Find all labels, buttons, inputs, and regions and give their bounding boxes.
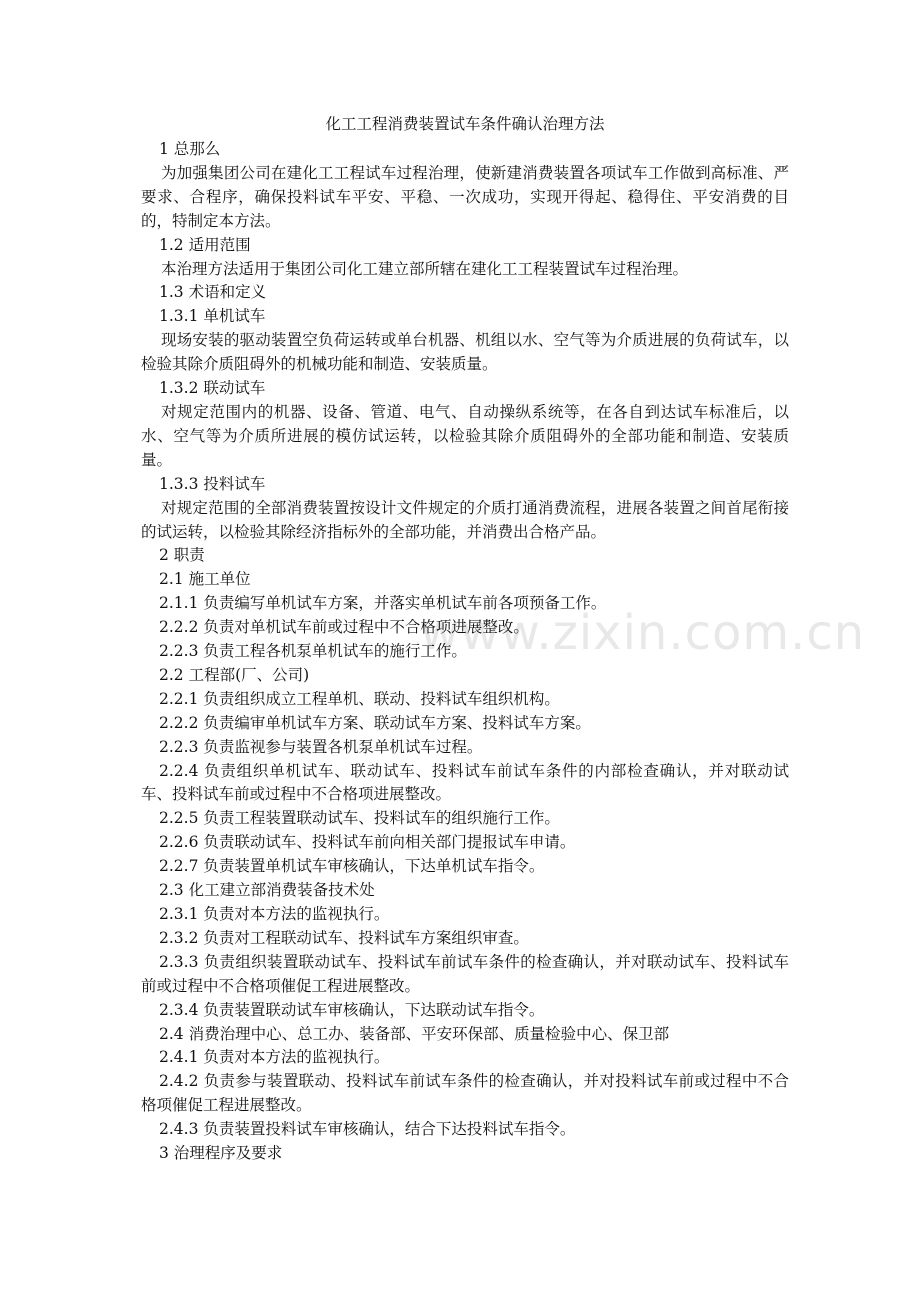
- section-heading: 2.3 化工建立部消费装备技术处: [159, 881, 375, 900]
- section-heading: 2.1.1 负责编写单机试车方案，并落实单机试车前各项预备工作。: [159, 594, 607, 613]
- document-title: 化工工程消费装置试车条件确认治理方法: [325, 115, 605, 133]
- section-heading: 1.2 适用范围: [159, 235, 251, 254]
- section-heading: 2.2.1 负责组织成立工程单机、联动、投料试车组织机构。: [159, 689, 560, 708]
- section-heading: 1.3 术语和定义: [159, 283, 267, 302]
- section-heading: 1 总那么: [159, 140, 221, 158]
- section-heading: 2.2.3 负责监视参与装置各机泵单机试车过程。: [159, 737, 483, 756]
- section-heading: 2.2.5 负责工程装置联动试车、投料试车的组织施行工作。: [159, 809, 560, 828]
- section-heading: 2.2.2 负责对单机试车前或过程中不合格项进展整改。: [159, 618, 529, 637]
- section-heading: 2.4.3 负责装置投料试车审核确认，结合下达投料试车指令。: [159, 1120, 576, 1139]
- section-heading: 3 治理程序及要求: [159, 1144, 283, 1163]
- section-heading: 2.4 消费治理中心、总工办、装备部、平安环保部、质量检验中心、保卫部: [159, 1024, 670, 1043]
- section-heading: 2.3.1 负责对本方法的监视执行。: [159, 905, 390, 923]
- watermark: www.zixin.com.cn: [420, 605, 866, 661]
- document-body: [141, 113, 789, 1166]
- section-heading: 2.1 施工单位: [159, 570, 251, 589]
- body-paragraph: 本治理方法适用于集团公司化工建立部所辖在建化工工程装置试车过程治理。: [161, 259, 689, 278]
- section-heading: 2.2.7 负责装置单机试车审核确认，下达单机试车指令。: [159, 857, 545, 876]
- section-heading: 2.3.2 负责对工程联动试车、投料试车方案组织审查。: [159, 928, 529, 947]
- list-item-paragraph: 2.3.3 负责组织装置联动试车、投料试车前试车条件的检查确认，并对联动试车、投料试车前或过程中不合格项催促工程进展整改。: [141, 952, 789, 995]
- body-paragraph: 对规定范围的全部消费装置按设计文件规定的介质打通消费流程，进展各装置之间首尾衔接的试运转，以检验其除经济指标外的全部功能，并消费出合格产品。: [141, 498, 789, 541]
- body-paragraph: 为加强集团公司在建化工工程试车过程治理，使新建消费装置各项试车工作做到高标准、严要求、合程序，确保投料试车平安、平稳、一次成功，实现开得起、稳得住、平安消费的目的，特制定本方法。: [141, 163, 789, 230]
- section-heading: 1.3.1 单机试车: [159, 307, 266, 326]
- list-item-paragraph: 2.2.4 负责组织单机试车、联动试车、投料试车前试车条件的内部检查确认，并对联动试车、投料试车前或过程中不合格项进展整改。: [141, 761, 789, 804]
- list-item-paragraph: 2.4.2 负责参与装置联动、投料试车前试车条件的检查确认，并对投料试车前或过程中不合格项催促工程进展整改。: [141, 1072, 789, 1115]
- section-heading: 2 职责: [159, 546, 205, 565]
- section-heading: 1.3.3 投料试车: [159, 474, 266, 493]
- section-heading: 2.2.3 负责工程各机泵单机试车的施行工作。: [159, 642, 467, 661]
- body-paragraph: 对规定范围内的机器、设备、管道、电气、自动操纵系统等，在各自到达试车标准后，以水、空气等为介质所进展的模仿试运转，以检验其除介质阻碍外的全部功能和制造、安装质量。: [141, 402, 789, 469]
- body-paragraph: 现场安装的驱动装置空负荷运转或单台机器、机组以水、空气等为介质进展的负荷试车，以检验其除介质阻碍外的机械功能和制造、安装质量。: [141, 331, 789, 374]
- section-heading: 2.2.2 负责编审单机试车方案、联动试车方案、投料试车方案。: [159, 713, 591, 732]
- section-heading: 2.3.4 负责装置联动试车审核确认，下达联动试车指令。: [159, 1000, 545, 1019]
- section-heading: 2.2.6 负责联动试车、投料试车前向相关部门提报试车申请。: [159, 833, 576, 852]
- section-heading: 1.3.2 联动试车: [159, 379, 266, 398]
- section-heading: 2.2 工程部(厂、公司): [159, 665, 310, 684]
- section-heading: 2.4.1 负责对本方法的监视执行。: [159, 1048, 390, 1067]
